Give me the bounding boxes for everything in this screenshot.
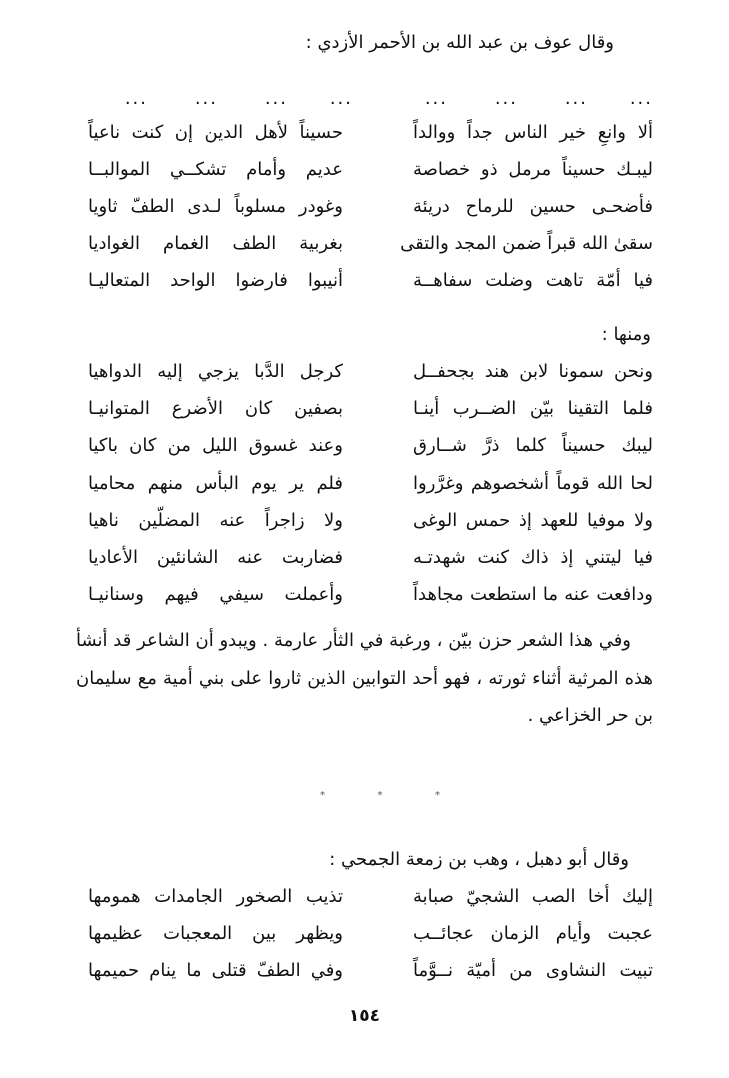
section-heading-awf: وقال عوف بن عبد الله بن الأحمر الأزدي : [305, 32, 614, 53]
first-hemistich: ليبـك حسيناً مرمل ذو خصاصة [413, 159, 653, 180]
verse-line [88, 122, 653, 152]
second-hemistich: وغودر مسلوباً لـدى الطفّ ثاويا [88, 196, 343, 217]
verse-line [88, 923, 653, 953]
second-hemistich: وفي الطفّ قتلى ما ينام حميمها [88, 960, 343, 981]
first-hemistich: فيا أمّة تاهت وضلت سفاهــة [413, 270, 653, 291]
first-hemistich: فيا ليتني إذ ذاك كنت شهدتـه [413, 547, 653, 568]
ellipsis: ... [424, 88, 448, 109]
verse-line [88, 398, 653, 428]
first-hemistich: ليبك حسيناً كلما ذرَّ شــارق [413, 435, 653, 457]
second-hemistich: كرجل الدَّبا يزجي إليه الدواهيا [88, 361, 343, 382]
ellipsis: ... [329, 88, 353, 109]
verse-line [88, 435, 653, 465]
verse-line [88, 270, 653, 300]
minha-label: ومنها : [601, 324, 651, 345]
page-number: ١٥٤ [348, 1006, 381, 1026]
second-hemistich: تذيب الصخور الجامدات همومها [88, 886, 343, 907]
second-hemistich: حسيناً لأهل الدين إن كنت ناعياً [88, 122, 343, 143]
first-hemistich: إليك أخا الصب الشجيّ صبابة [413, 886, 653, 907]
second-hemistich: فلم ير يوم البأس منهم محاميا [88, 472, 343, 494]
verse-line [88, 510, 653, 540]
first-hemistich: فلما التقينا بيّن الضــرب أينـا [413, 398, 653, 420]
second-hemistich: عديم وأمام تشكــي الموالبــا [88, 159, 343, 180]
first-hemistich: ولا موفيا للعهد إذ حمس الوغى [413, 509, 653, 531]
ellipsis: ... [124, 88, 148, 109]
second-hemistich: بغربية الطف الغمام الغواديا [88, 233, 343, 254]
ellipsis: ... [264, 88, 288, 109]
commentary-paragraph: وفي هذا الشعر حزن بيّن ، ورغبة في الثأر عارمة . ويبدو أن الشاعر قد أنشأ هذه المرثية أثناء ثورته ، فهو أحد التوابين الذين ثاروا على بني أمية مع سليمان بن حر الخزاعي . [76, 630, 653, 726]
first-hemistich: فأضحـى حسين للرماح دريئة [413, 196, 653, 217]
verse-line [88, 361, 653, 391]
second-hemistich: ويظهر بين المعجبات عظيمها [88, 923, 343, 944]
verse-line [88, 233, 653, 263]
verse-line [88, 960, 653, 990]
star-icon: * [435, 790, 440, 801]
verse-line [88, 473, 653, 503]
second-hemistich: فضاربت عنه الشانئين الأعاديا [88, 547, 343, 568]
ellipsis: ... [194, 88, 218, 109]
verse-line [88, 584, 653, 614]
first-hemistich: عجبت وأيام الزمان عجائــب [413, 923, 653, 944]
first-hemistich: سقىٰ الله قبراً ضمن المجد والتقى [400, 233, 653, 254]
verse-line [88, 547, 653, 577]
second-hemistich: بصفين كان الأضرع المتوانيـا [88, 398, 343, 420]
first-hemistich: تبيت النشاوى من أميّة نــوَّماً [413, 960, 653, 981]
ellipsis: ... [564, 88, 588, 109]
ellipsis-row [88, 88, 653, 112]
section-separator [320, 790, 440, 801]
section-heading-abu-dahbal: وقال أبو دهبل ، وهب بن زمعة الجمحي : [329, 849, 629, 870]
second-hemistich: وأعملت سيفي فيهم وسنانيـا [88, 584, 343, 606]
verse-line [88, 196, 653, 226]
first-hemistich: ألا وانعِ خير الناس جداً ووالداً [413, 122, 653, 143]
first-hemistich: ونحن سمونا لابن هند بجحفــل [413, 361, 653, 382]
second-hemistich: وعند غسوق الليل من كان باكيا [88, 435, 343, 457]
second-hemistich: أنيبوا فارضوا الواحد المتعاليـا [88, 270, 343, 291]
second-hemistich: ولا زاجراً عنه المضلّين ناهيا [88, 509, 343, 531]
ellipsis: ... [629, 88, 653, 109]
ellipsis: ... [494, 88, 518, 109]
verse-line [88, 159, 653, 189]
verse-line [88, 886, 653, 916]
first-hemistich: ودافعت عنه ما استطعت مجاهداً [413, 584, 653, 606]
first-hemistich: لحا الله قوماً أشخصوهم وغرَّروا [413, 472, 653, 494]
star-icon: * [377, 790, 383, 801]
star-icon: * [320, 790, 325, 801]
